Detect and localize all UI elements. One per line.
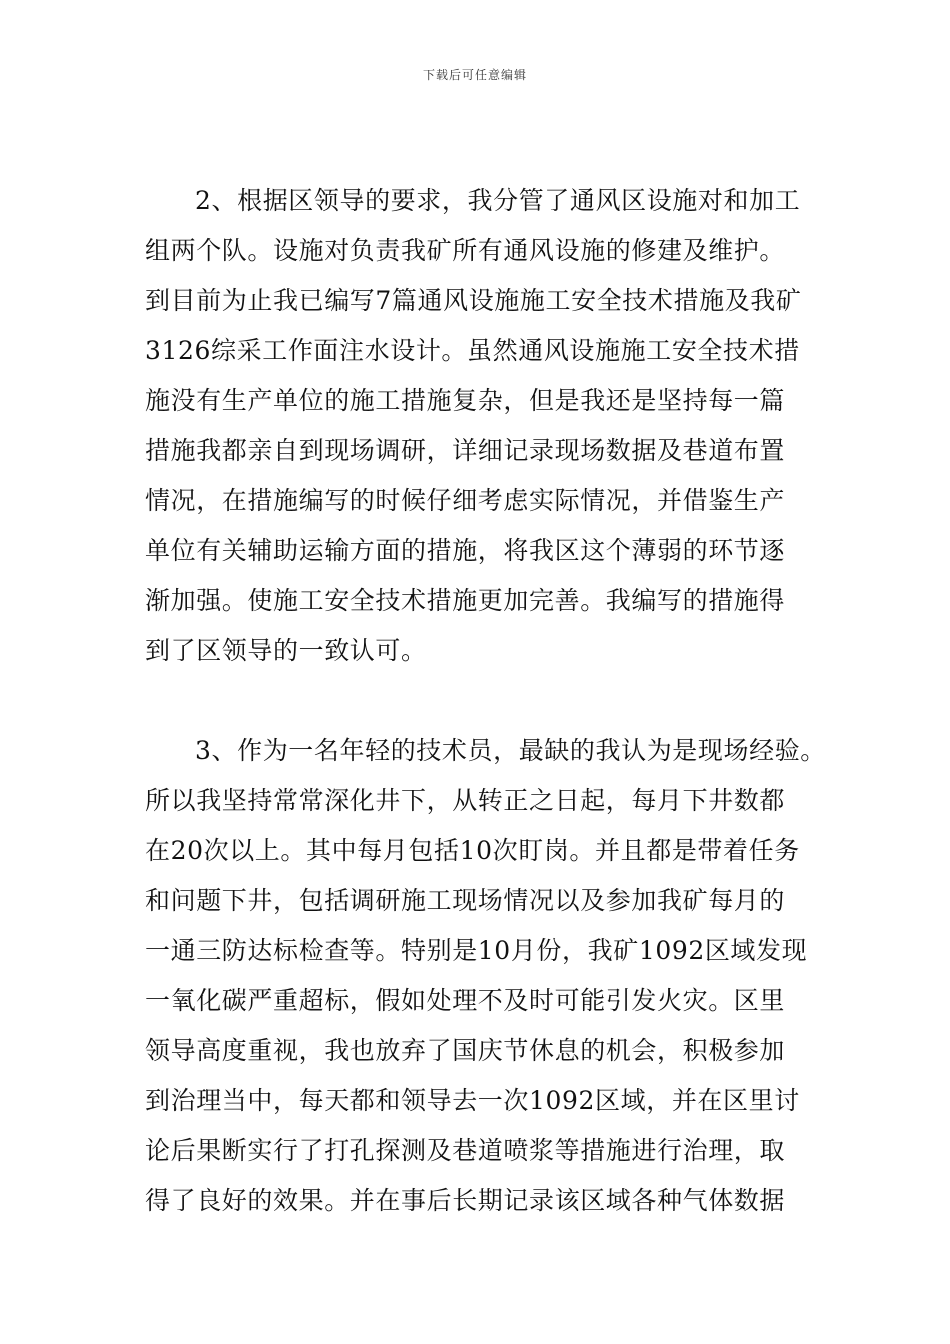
text-line: 组两个队。设施对负责我矿所有通风设施的修建及维护。 bbox=[145, 236, 786, 265]
text-line: 施没有生产单位的施工措施复杂，但是我还是坚持每一篇 bbox=[145, 386, 786, 415]
text-line: 一氧化碳严重超标，假如处理不及时可能引发火灾。区里 bbox=[145, 986, 786, 1015]
text-line: 情况，在措施编写的时候仔细考虑实际情况，并借鉴生产 bbox=[145, 486, 786, 515]
paragraph-3 bbox=[145, 726, 826, 1226]
text-line: 在20次以上。其中每月包括10次盯岗。并且都是带着任务 bbox=[145, 836, 800, 865]
page-header: 下载后可任意编辑 bbox=[422, 68, 527, 82]
text-line: 得了良好的效果。并在事后长期记录该区域各种气体数据 bbox=[145, 1186, 786, 1215]
text-line: 措施我都亲自到现场调研，详细记录现场数据及巷道布置 bbox=[145, 436, 786, 465]
text-line: 3、作为一名年轻的技术员，最缺的我认为是现场经验。 bbox=[195, 736, 826, 765]
text-line: 到治理当中，每天都和领导去一次1092区域，并在区里讨 bbox=[145, 1086, 800, 1115]
text-line: 2、根据区领导的要求，我分管了通风区设施对和加工 bbox=[195, 186, 801, 215]
text-line: 渐加强。使施工安全技术措施更加完善。我编写的措施得 bbox=[145, 586, 786, 615]
text-line: 到了区领导的一致认可。 bbox=[145, 636, 427, 665]
text-line: 论后果断实行了打孔探测及巷道喷浆等措施进行治理，取 bbox=[145, 1136, 786, 1165]
text-line: 和问题下井，包括调研施工现场情况以及参加我矿每月的 bbox=[145, 886, 786, 915]
text-line: 单位有关辅助运输方面的措施，将我区这个薄弱的环节逐 bbox=[145, 536, 786, 565]
text-line: 3126综采工作面注水设计。虽然通风设施施工安全技术措 bbox=[145, 336, 800, 365]
text-line: 到目前为止我已编写7篇通风设施施工安全技术措施及我矿 bbox=[145, 286, 802, 315]
text-line: 领导高度重视，我也放弃了国庆节休息的机会，积极参加 bbox=[145, 1036, 786, 1065]
text-line: 一通三防达标检查等。特别是10月份，我矿1092区域发现 bbox=[145, 936, 808, 965]
paragraph-2 bbox=[145, 176, 810, 676]
document-body bbox=[145, 176, 826, 1226]
text-line: 所以我坚持常常深化井下，从转正之日起，每月下井数都 bbox=[145, 786, 786, 815]
